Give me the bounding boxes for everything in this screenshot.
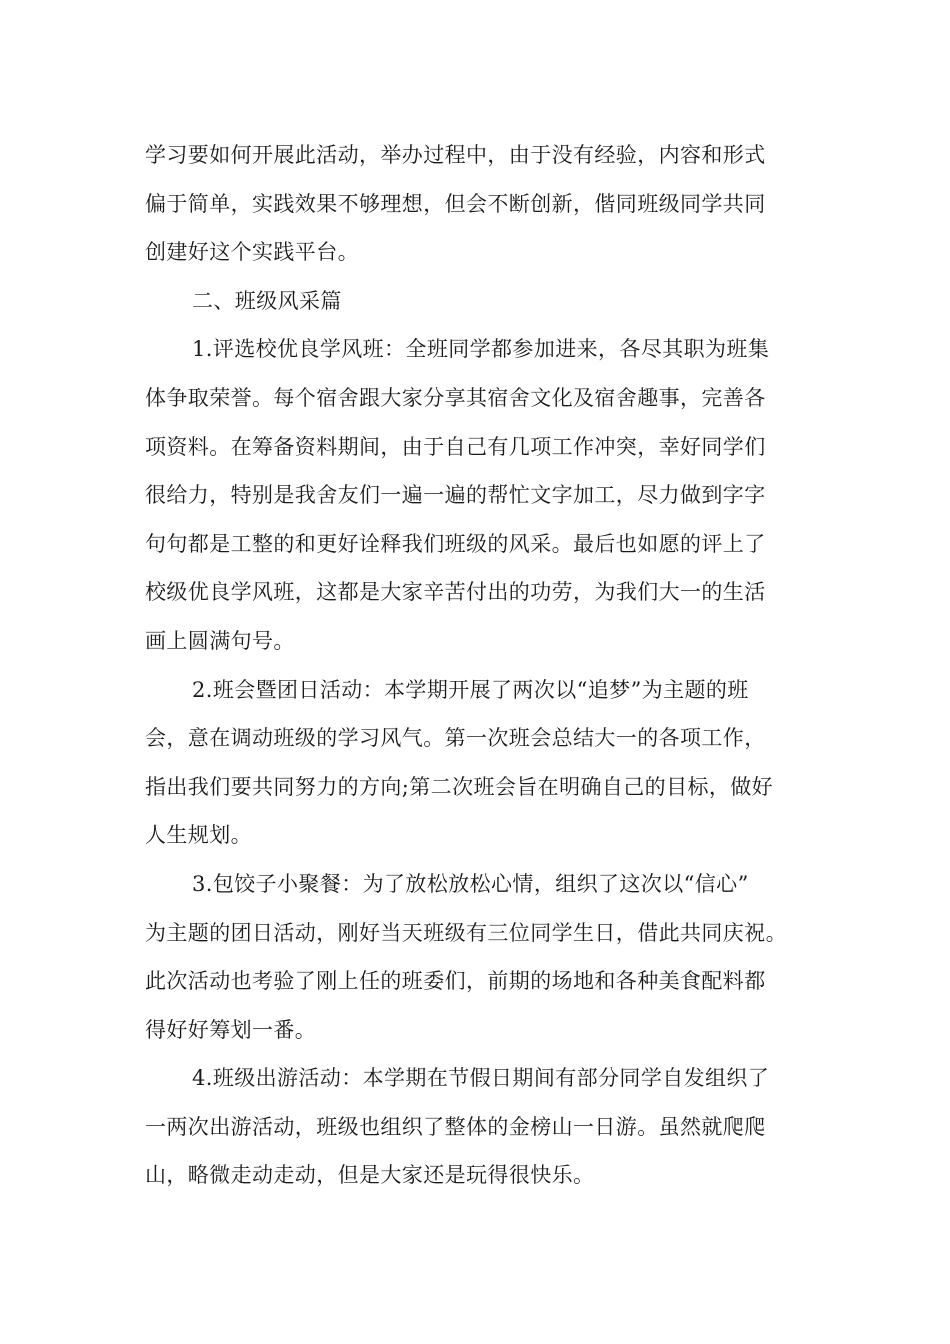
text-line: 创建好这个实践平台。 — [145, 240, 359, 265]
paragraph-item-2 — [145, 666, 813, 860]
text-line: 此次活动也考验了刚上任的班委们，前期的场地和各种美食配料都 — [145, 969, 766, 994]
text-line: 山，略微走动走动，但是大家还是玩得很快乐。 — [145, 1163, 595, 1188]
text-line: 1.评选校优良学风班：全班同学都参加进来，各尽其职为班集 — [192, 337, 770, 362]
text-line: 画上圆满句号。 — [145, 628, 295, 653]
paragraph-item-1 — [145, 325, 813, 665]
paragraph-item-4 — [145, 1054, 813, 1200]
text-line: 项资料。在筹备资料期间，由于自己有几项工作冲突，幸好同学们 — [145, 434, 766, 459]
text-line: 很给力，特别是我舍友们一遍一遍的帮忙文字加工，尽力做到字字 — [145, 483, 766, 508]
text-line: 学习要如何开展此活动，举办过程中，由于没有经验，内容和形式 — [145, 143, 766, 167]
text-line: 偏于简单，实践效果不够理想，但会不断创新，偕同班级同学共同 — [145, 191, 766, 216]
text-line: 指出我们要共同努力的方向;第二次班会旨在明确自己的目标，做好 — [145, 774, 774, 799]
document-body — [145, 131, 813, 1200]
text-line: 得好好筹划一番。 — [145, 1017, 317, 1042]
paragraph-item-3 — [145, 860, 813, 1054]
text-line: 一两次出游活动，班级也组织了整体的金榜山一日游。虽然就爬爬 — [145, 1114, 766, 1139]
text-line: 句句都是工整的和更好诠释我们班级的风采。最后也如愿的评上了 — [145, 531, 766, 556]
text-line: 为主题的团日活动，刚好当天班级有三位同学生日，借此共同庆祝。 — [145, 920, 787, 945]
heading-text: 二、班级风采篇 — [192, 288, 342, 313]
text-line: 人生规划。 — [145, 823, 252, 848]
text-line: 会，意在调动班级的学习风气。第一次班会总结大一的各项工作， — [145, 726, 766, 751]
text-line: 体争取荣誉。每个宿舍跟大家分享其宿舍文化及宿舍趣事，完善各 — [145, 385, 766, 410]
text-line: 4.班级出游活动：本学期在节假日期间有部分同学自发组织了 — [192, 1066, 770, 1091]
text-line: 校级优良学风班，这都是大家辛苦付出的功劳，为我们大一的生活 — [145, 580, 766, 605]
text-line: 3.包饺子小聚餐：为了放松放松心情，组织了这次以“信心” — [192, 871, 749, 896]
section-heading — [145, 277, 813, 326]
paragraph-intro-continuation — [145, 131, 813, 277]
text-line: 2.班会暨团日活动：本学期开展了两次以“追梦”为主题的班 — [192, 677, 749, 702]
